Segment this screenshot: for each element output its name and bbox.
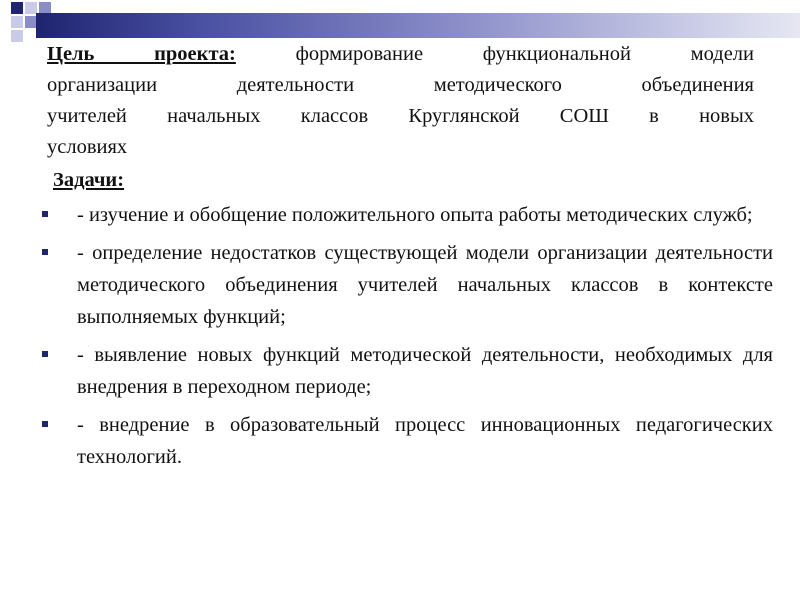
decor-square — [11, 30, 23, 42]
bullet-icon — [42, 421, 48, 427]
project-goal — [47, 39, 754, 163]
project-goal-text: формирование функциональной модели — [295, 43, 755, 65]
project-goal-line: организации деятельности методического объединения — [47, 74, 754, 96]
task-text: - изучение и обобщение положительного опыта работы методических служб; — [77, 204, 753, 226]
task-text: - определение недостатков существующей модели организации деятельности методического объединения учителей начальных классов в контексте выполняемых функций; — [77, 242, 773, 328]
task-item — [42, 339, 773, 403]
task-item — [42, 199, 773, 231]
task-item — [42, 409, 773, 473]
tasks-list — [42, 199, 773, 479]
bullet-icon — [42, 351, 48, 357]
project-goal-label: Цель проекта: — [47, 43, 236, 65]
project-goal-line: условиях — [47, 136, 128, 158]
header-gradient-bar — [36, 13, 800, 38]
task-item — [42, 237, 773, 333]
task-text: - выявление новых функций методической деятельности, необходимых для внедрения в переходном периоде; — [77, 344, 773, 398]
project-goal-line — [47, 39, 754, 70]
project-goal-line: учителей начальных классов Круглянской СОШ в новых — [47, 105, 754, 127]
decor-square — [11, 16, 23, 28]
bullet-icon — [42, 211, 48, 217]
task-text: - внедрение в образовательный процесс инновационных педагогических технологий. — [77, 414, 773, 468]
tasks-heading: Задачи: — [53, 169, 125, 191]
decor-square — [11, 2, 23, 14]
bullet-icon — [42, 249, 48, 255]
